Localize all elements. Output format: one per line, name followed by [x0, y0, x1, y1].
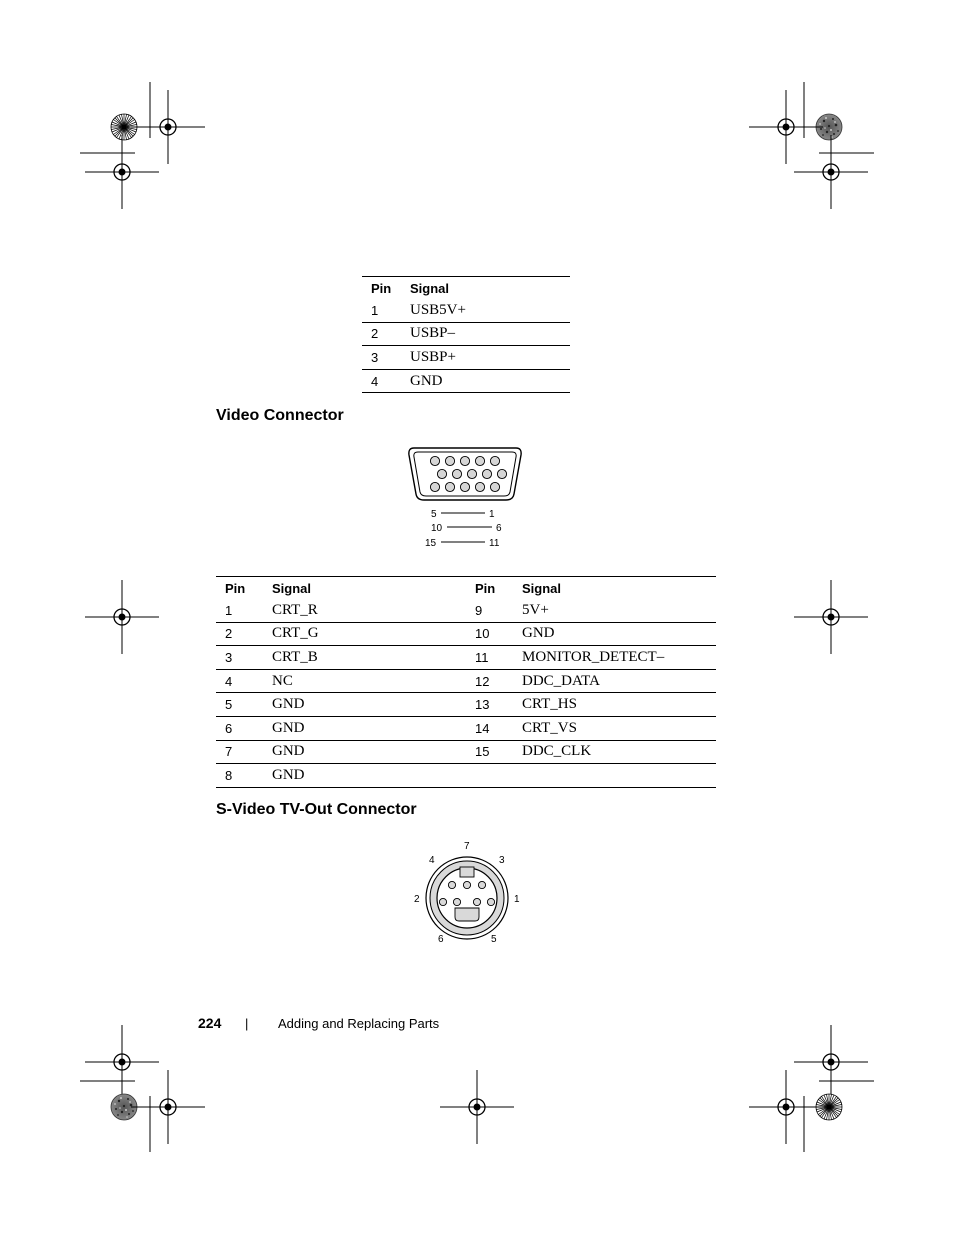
- pin-number-cell: 7: [216, 740, 272, 764]
- pin-number-cell: 3: [362, 346, 410, 370]
- vga-connector-diagram: [400, 442, 550, 552]
- signal-cell: CRT_VS: [522, 716, 716, 740]
- pin-number-cell: 6: [216, 716, 272, 740]
- column-header-pin: Pin: [216, 577, 272, 600]
- vga-pin-label: 1: [489, 509, 495, 520]
- pin-number-cell: 5: [216, 693, 272, 717]
- signal-cell: CRT_HS: [522, 693, 716, 717]
- table-header-row: [362, 277, 570, 300]
- signal-cell: USB5V+: [410, 301, 466, 318]
- table-row: [216, 740, 716, 764]
- footer-section-title: Adding and Replacing Parts: [278, 1016, 440, 1031]
- footer-separator: |: [245, 1016, 249, 1031]
- pin-number-cell: 10: [475, 622, 522, 646]
- vga-pin: [482, 469, 491, 478]
- vga-pin: [460, 456, 469, 465]
- vga-pin: [490, 456, 499, 465]
- svideo-pin-label: 5: [491, 934, 497, 945]
- column-header-signal: Signal: [522, 577, 716, 600]
- vga-pin-label: 10: [431, 523, 443, 534]
- table-row: [216, 622, 716, 646]
- signal-cell: USBP+: [410, 346, 570, 370]
- column-header-signal: Signal: [272, 577, 475, 600]
- pin-number-cell: 4: [216, 669, 272, 693]
- table-row: [216, 764, 716, 788]
- signal-cell: GND: [272, 693, 475, 717]
- svideo-pin-label: 3: [499, 855, 505, 866]
- table-row: [362, 369, 570, 393]
- usb-pin-table: [362, 276, 570, 393]
- pin-number-cell: 13: [475, 693, 522, 717]
- signal-cell: GND: [272, 764, 475, 788]
- table-row: [216, 716, 716, 740]
- column-header-pin: Pin: [362, 277, 410, 300]
- vga-pin: [437, 469, 446, 478]
- vga-pin-label: 15: [425, 538, 437, 549]
- svideo-pin-label: 7: [464, 841, 470, 852]
- pin-number-cell: [475, 764, 522, 788]
- video-pin-table: [216, 576, 716, 788]
- pin-number-cell: 1: [225, 602, 233, 618]
- svideo-pin-label: 2: [414, 894, 420, 905]
- column-header-signal: Signal: [410, 277, 570, 300]
- pin-number-cell: 11: [475, 646, 522, 670]
- svideo-connector-diagram: [407, 835, 537, 955]
- vga-pin: [445, 456, 454, 465]
- page-number: 224: [198, 1015, 222, 1031]
- pin-number-cell: 2: [216, 622, 272, 646]
- vga-pin: [497, 469, 506, 478]
- vga-pin: [460, 482, 469, 491]
- signal-cell: GND: [410, 369, 570, 393]
- video-connector-heading: Video Connector: [216, 407, 344, 424]
- pin-number-cell: 15: [475, 740, 522, 764]
- signal-cell: CRT_R: [272, 601, 318, 618]
- pin-number-cell: 9: [475, 602, 483, 618]
- vga-pin-label: 6: [496, 523, 502, 534]
- table-row: [216, 646, 716, 670]
- pin-number-cell: 1: [371, 302, 379, 318]
- svideo-pin-label: 4: [429, 855, 435, 866]
- column-header-pin: Pin: [475, 577, 522, 600]
- table-row: [216, 599, 716, 622]
- vga-pin: [475, 456, 484, 465]
- pin-number-cell: 3: [216, 646, 272, 670]
- vga-pin: [452, 469, 461, 478]
- pin-number-cell: 2: [362, 322, 410, 346]
- table-row: [216, 669, 716, 693]
- vga-pin: [475, 482, 484, 491]
- signal-cell: GND: [522, 622, 716, 646]
- signal-cell: DDC_DATA: [522, 669, 716, 693]
- table-row: [216, 693, 716, 717]
- signal-cell: [522, 764, 716, 788]
- pin-number-cell: 14: [475, 716, 522, 740]
- vga-pin: [445, 482, 454, 491]
- vga-pin: [430, 482, 439, 491]
- signal-cell: CRT_B: [272, 646, 475, 670]
- pin-number-cell: 12: [475, 669, 522, 693]
- svideo-pin-label: 1: [514, 894, 520, 905]
- table-row: [362, 299, 570, 322]
- vga-pin-label: 11: [489, 538, 500, 549]
- signal-cell: 5V+: [522, 601, 549, 618]
- signal-cell: GND: [272, 716, 475, 740]
- signal-cell: MONITOR_DETECT–: [522, 646, 716, 670]
- table-header-row: [216, 577, 716, 600]
- table-row: [362, 346, 570, 370]
- svideo-connector-heading: S-Video TV-Out Connector: [216, 801, 417, 818]
- vga-pin: [490, 482, 499, 491]
- svideo-pin-label: 6: [438, 934, 444, 945]
- signal-cell: USBP–: [410, 322, 570, 346]
- pin-number-cell: 8: [216, 764, 272, 788]
- signal-cell: DDC_CLK: [522, 740, 716, 764]
- table-row: [362, 322, 570, 346]
- signal-cell: NC: [272, 669, 475, 693]
- vga-pin: [430, 456, 439, 465]
- vga-pin-label: 5: [431, 509, 437, 520]
- signal-cell: GND: [272, 740, 475, 764]
- pin-number-cell: 4: [362, 369, 410, 393]
- signal-cell: CRT_G: [272, 622, 475, 646]
- vga-pin: [467, 469, 476, 478]
